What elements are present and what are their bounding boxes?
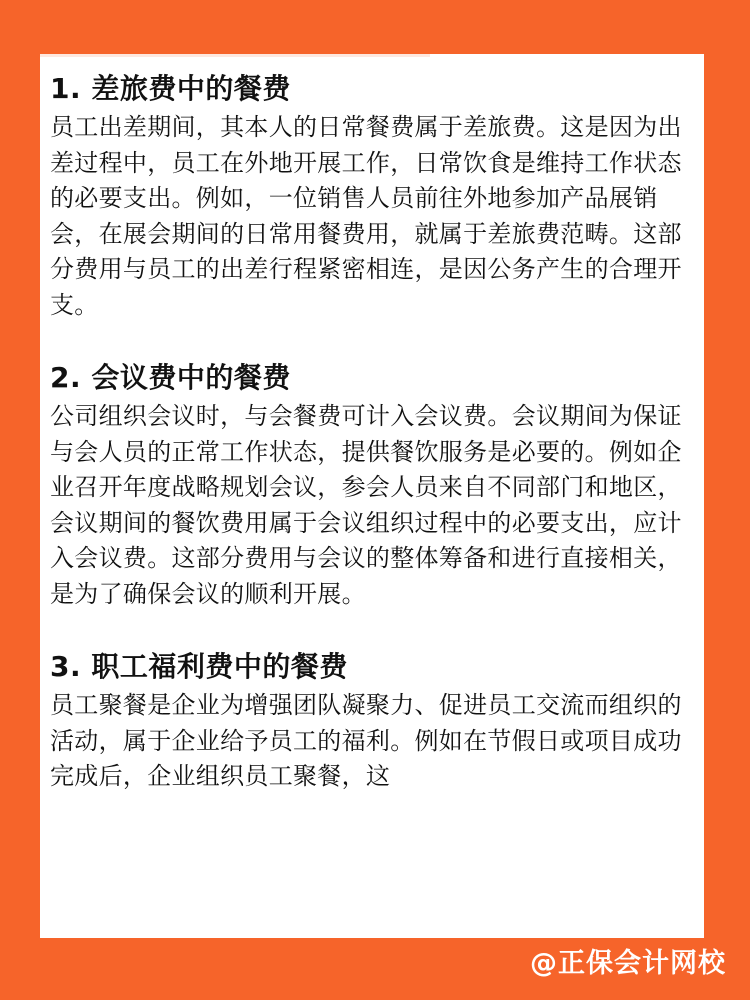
brand-watermark: @正保会计网校 <box>530 948 726 979</box>
section-travel-meals <box>50 68 694 323</box>
section-body: 公司组织会议时，与会餐费可计入会议费。会议期间为保证与会人员的正常工作状态，提供餐饮服务是必要的。例如企业召开年度战略规划会议，参会人员来自不同部门和地区，会议期间的餐饮费用属于会议组织过程中的必要支出，应计入会议费。这部分费用与会议的整体筹备和进行直接相关，是为了确保会议的顺利开展。 <box>50 402 682 608</box>
section-body: 员工聚餐是企业为增强团队凝聚力、促进员工交流而组织的活动，属于企业给予员工的福利。例如在节假日或项目成功完成后，企业组织员工聚餐，这 <box>50 691 682 790</box>
section-meeting-meals <box>50 357 694 612</box>
section-title: 1. 差旅费中的餐费 <box>50 72 291 105</box>
section-body: 员工出差期间，其本人的日常餐费属于差旅费。这是因为出差过程中，员工在外地开展工作，日常饮食是维持工作状态的必要支出。例如，一位销售人员前往外地参加产品展销会，在展会期间的日常用餐费用，就属于差旅费范畴。这部分费用与员工的出差行程紧密相连，是因公务产生的合理开支。 <box>50 113 682 319</box>
section-title: 3. 职工福利费中的餐费 <box>50 650 348 683</box>
section-welfare-meals <box>50 646 694 795</box>
article-card <box>40 54 704 938</box>
section-title: 2. 会议费中的餐费 <box>50 361 291 394</box>
card-top-accent <box>40 54 430 57</box>
